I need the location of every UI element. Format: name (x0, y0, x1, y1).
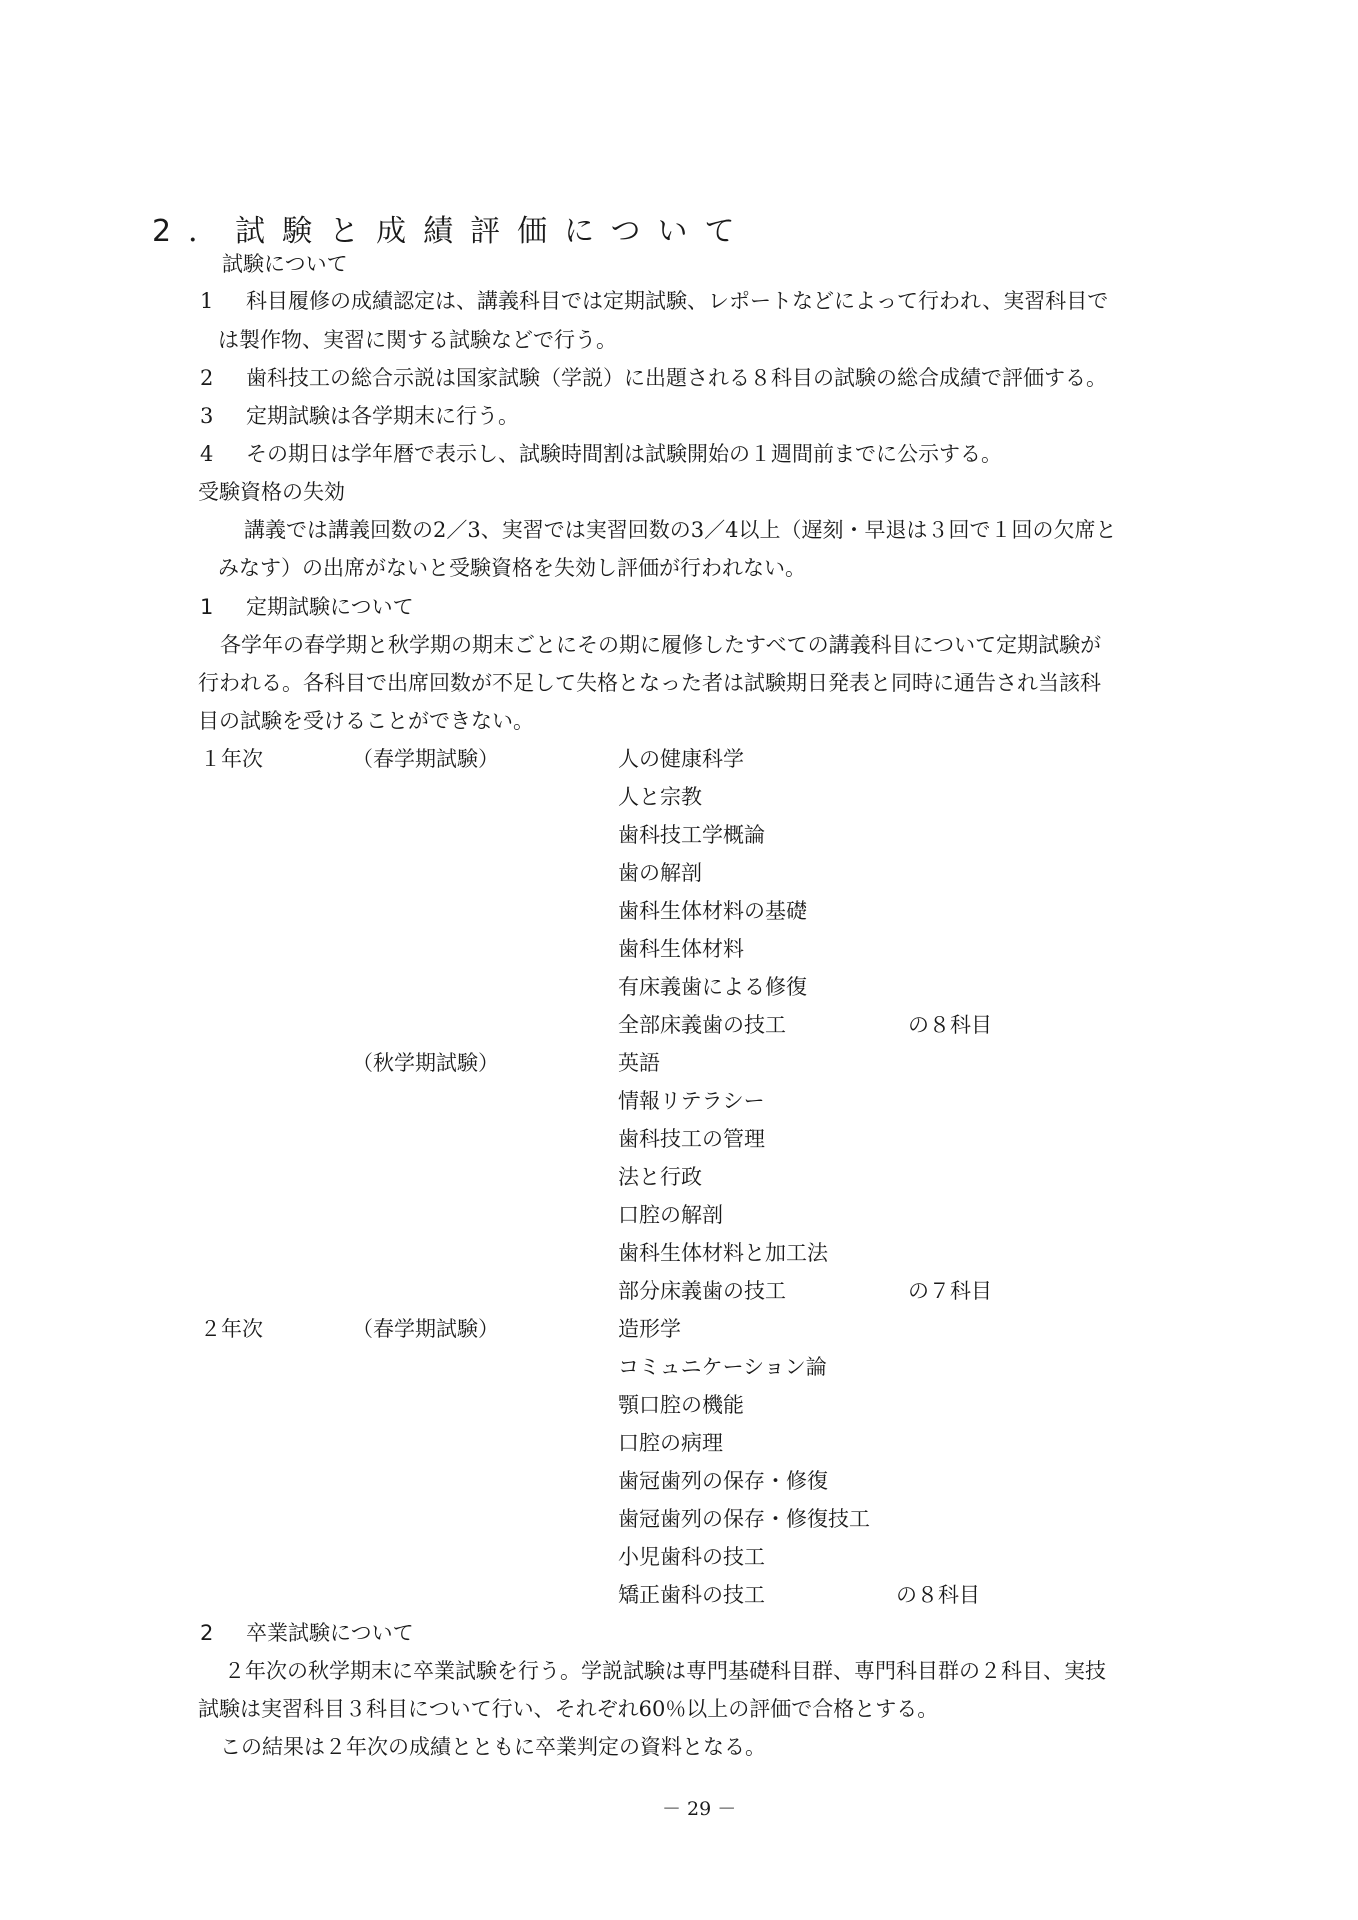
item-1-continued: は製作物、実習に関する試験などで行う。 (218, 328, 617, 352)
subject-item: 口腔の病理 (618, 1431, 723, 1455)
subject-item: コミュニケーション論 (618, 1355, 827, 1379)
item-3 (200, 400, 519, 430)
item-number: 2 (200, 366, 214, 390)
session-label: （春学期試験） (352, 747, 499, 771)
section-number: 1 (200, 595, 214, 619)
graduation-text-1: ２年次の秋学期末に卒業試験を行う。学説試験は専門基礎科目群、専門科目群の２科目、実技 (224, 1659, 1106, 1683)
subject-item: 法と行政 (618, 1165, 702, 1189)
subject-item: 口腔の解剖 (618, 1203, 723, 1227)
year-label: ２年次 (200, 1317, 263, 1341)
session-label: （春学期試験） (352, 1317, 499, 1341)
periodic-text-1: 各学年の春学期と秋学期の期末ごとにその期に履修したすべての講義科目について定期試験が (220, 633, 1102, 657)
item-text: 歯科技工の総合示説は国家試験（学説）に出題される８科目の試験の総合成績で評価する。 (246, 366, 1107, 390)
item-number: 4 (200, 442, 214, 466)
subject-item: 英語 (618, 1051, 660, 1075)
subject-item: 歯冠歯列の保存・修復 (618, 1469, 828, 1493)
subject-item: 歯科生体材料の基礎 (618, 899, 807, 923)
subject-item: 歯科技工学概論 (618, 823, 765, 847)
subject-item: 歯科技工の管理 (618, 1127, 765, 1151)
section-number: 2 (200, 1621, 214, 1645)
page-number: － 29 － (662, 1798, 737, 1820)
subject-item: 有床義歯による修復 (618, 975, 807, 999)
subject-count: の８科目 (908, 1013, 992, 1037)
eligibility-text-2: みなす）の出席がないと受験資格を失効し評価が行われない。 (218, 556, 806, 580)
year-label: １年次 (200, 747, 263, 771)
item-number: 3 (200, 404, 214, 428)
subject-item: 人の健康科学 (618, 747, 744, 771)
periodic-text-2: 行われる。各科目で出席回数が不足して失格となった者は試験期日発表と同時に通告され当該科 (198, 671, 1101, 695)
subject-item: 造形学 (618, 1317, 681, 1341)
subject-item: 小児歯科の技工 (618, 1545, 765, 1569)
graduation-text-3: この結果は２年次の成績とともに卒業判定の資料となる。 (220, 1735, 766, 1759)
subject-item: 歯科生体材料 (618, 937, 744, 961)
subject-item: 顎口腔の機能 (618, 1393, 744, 1417)
subject-count: の８科目 (896, 1583, 980, 1607)
session-label: （秋学期試験） (352, 1051, 499, 1075)
graduation-heading-text: 卒業試験について (246, 1621, 414, 1645)
graduation-text-2: 試験は実習科目３科目について行い、それぞれ60％以上の評価で合格とする。 (198, 1697, 939, 1721)
subject-count: の７科目 (908, 1279, 992, 1303)
periodic-heading (200, 591, 414, 621)
subject-item: 人と宗教 (618, 785, 702, 809)
exam-heading: 試験について (222, 252, 348, 276)
item-text: 定期試験は各学期末に行う。 (246, 404, 519, 428)
item-text: その期日は学年暦で表示し、試験時間割は試験開始の１週間前までに公示する。 (246, 442, 1002, 466)
periodic-text-3: 目の試験を受けることができない。 (198, 709, 534, 733)
item-text: 科目履修の成績認定は、講義科目では定期試験、レポートなどによって行われ、実習科目で (246, 289, 1109, 313)
item-1 (200, 285, 1108, 315)
periodic-heading-text: 定期試験について (246, 595, 414, 619)
item-4 (200, 438, 1002, 468)
subject-item: 歯科生体材料と加工法 (618, 1241, 828, 1265)
item-number: 1 (200, 289, 214, 313)
subject-item: 矯正歯科の技工 (618, 1583, 765, 1607)
eligibility-heading: 受験資格の失効 (198, 480, 345, 504)
graduation-heading (200, 1617, 414, 1647)
subject-item: 歯冠歯列の保存・修復技工 (618, 1507, 870, 1531)
item-2 (200, 362, 1107, 392)
eligibility-text-1: 講義では講義回数の2／3、実習では実習回数の3／4以上（遅刻・早退は３回で１回の欠席と (244, 518, 1117, 542)
section-title: 2．試験と成績評価について (152, 214, 752, 249)
subject-item: 部分床義歯の技工 (618, 1279, 786, 1303)
subject-item: 情報リテラシー (618, 1089, 765, 1113)
subject-item: 全部床義歯の技工 (618, 1013, 786, 1037)
subject-item: 歯の解剖 (618, 861, 702, 885)
